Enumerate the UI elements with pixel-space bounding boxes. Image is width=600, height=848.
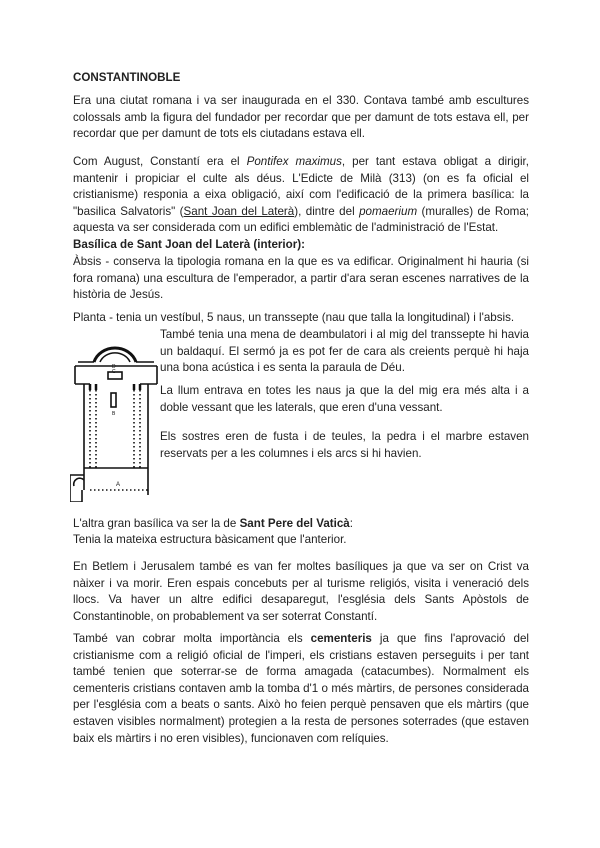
bold-term: cementeris <box>310 632 372 645</box>
text: , per tant estava obligat a dirigir, mantenir i propiciar el culte als déus. L'Edicte de Milà (313) (on es fa oficial el cristianisme) responia a eixa obligació, així com l'edificació de la primera basílica: la "basilica Salvatoris" ( <box>73 155 530 218</box>
text: ), dintre del <box>294 204 360 218</box>
text: Com August, Constantí era el <box>73 155 247 168</box>
paragraph-betlem: En Betlem i Jerusalem també es van fer moltes basíliques ja que va ser on Crist va nàixer i va morir. Eren espais concebuts per al turisme religiós, visita i veneració dels llocs. Va haver un altre edifici desaparegut, l'església dels Sants Apòstols de Constantinoble, on probablement va ser soterrat Constantí. <box>73 560 529 623</box>
paragraph-sostres: Els sostres eren de fusta i de teules, la pedra i el marbre estaven reservats per a les columnes i els arcs si hi havien. <box>160 430 529 460</box>
paragraph-absis: Àbsis - conserva la tipologia romana en la que es va edificar. Originalment hi hauria (si fora romana) una escultura de l'emperador, a partir d'ara seran escenes narratives de la història de Jesús. <box>73 255 529 302</box>
text: ja que fins l'aprovació del cristianisme com a religió oficial de l'imperi, els cristians estaven perseguits i per tant també tenien que soterrar-se de forma amagada (catacumbes). Normalment els cementeris cristians contaven amb la tomba d'1 o més màrtirs, de persones considerada per l'església com a beats o sants. Això ho feien perquè pensaven que els màrtirs (que estaven visibles normalment) protegien a la resta de persones soterrades (que estaven baix els màrtirs i no eren visibles), funcionaven com relíquies. <box>73 632 529 745</box>
plan-label-a: A <box>116 482 121 488</box>
paragraph-estructura: Tenia la mateixa estructura bàsicament que l'anterior. <box>73 533 347 546</box>
text: L'altra gran basílica va ser la de <box>73 517 240 530</box>
paragraph-deambulatori: També tenia una mena de deambulatori i al mig del transsepte hi havia un baldaquí. El sermó ja es pot fer de cara als creients perquè hi haja una bona acústica i es senta la paraula de Déu. <box>160 328 529 375</box>
paragraph-august <box>73 154 529 237</box>
text: : <box>349 517 353 530</box>
paragraph-llum: La llum entrava en totes les naus ja que la del mig era més alta i a doble vessant que les laterals, que eren d'una vessant. <box>160 384 529 414</box>
plan-label-b: B <box>112 411 116 417</box>
plan-label-c: C <box>112 369 116 375</box>
basilica-floor-plan-image <box>70 340 160 502</box>
text: (muralles) de Roma; aquesta va ser considerada com un edifici emblemàtic de l'administració de l'Estat. <box>73 204 530 235</box>
text: També van cobrar molta importància els <box>73 632 311 645</box>
paragraph-planta: Planta - tenia un vestíbul, 5 naus, un transsepte (nau que talla la longitudinal) i l'absis. <box>73 311 515 324</box>
paragraph-cementeris <box>73 631 529 747</box>
italic-term: pomaerium <box>359 204 418 218</box>
paragraph-intro: Era una ciutat romana i va ser inaugurada en el 330. Contava també amb escultures colossals amb la figura del fundador per recordar que per damunt de tots estava ell, per recordar que per damunt de tots els ciutadans estava ell. <box>73 94 529 141</box>
plan-label-d: D <box>112 364 116 370</box>
bold-term: Sant Pere del Vaticà <box>239 517 350 530</box>
italic-term: Pontifex maximus <box>246 155 342 168</box>
document-title: CONSTANTINOBLE <box>73 71 181 84</box>
underlined-link[interactable]: Sant Joan del Laterà <box>183 204 295 218</box>
section-heading: Basílica de Sant Joan del Laterà (interior): <box>73 238 305 251</box>
paragraph-sant-pere <box>73 516 529 533</box>
